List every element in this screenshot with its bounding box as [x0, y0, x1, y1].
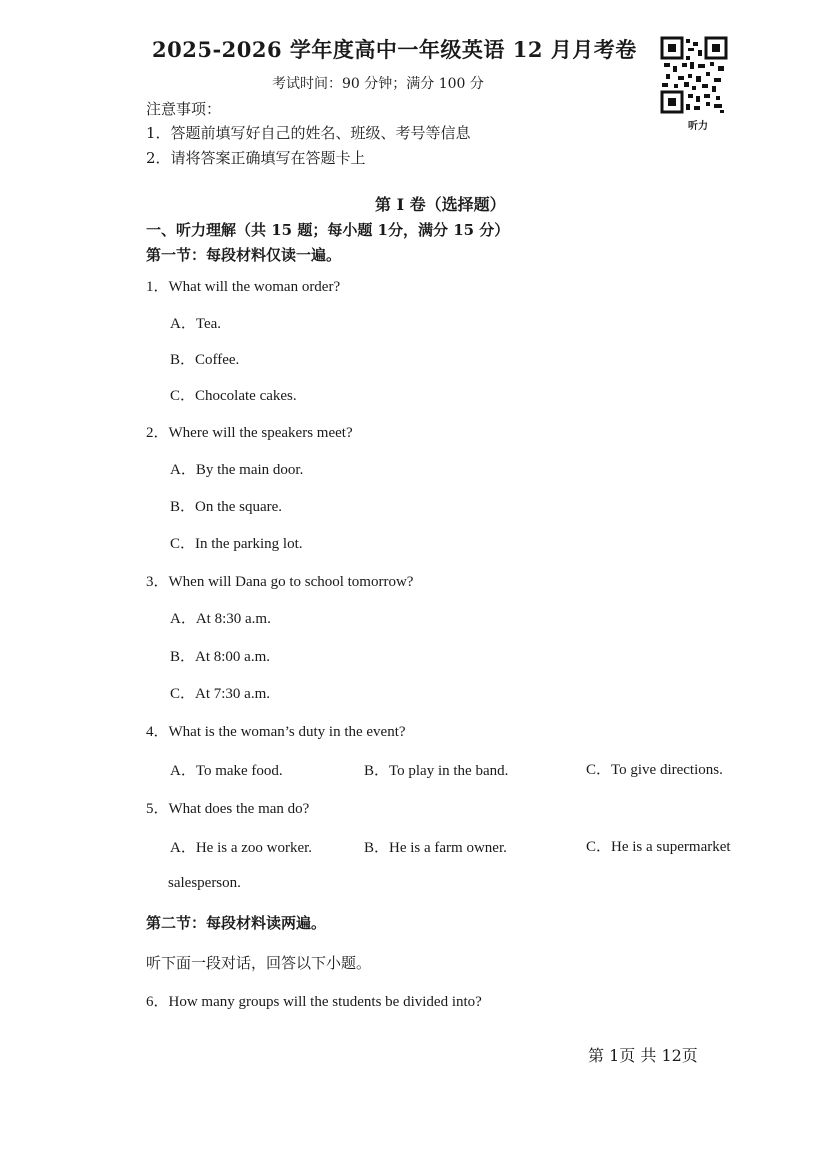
option-3b: B．At 8:00 a.m.	[170, 649, 270, 665]
question-number: 5．	[146, 801, 169, 817]
qr-code-icon	[660, 36, 728, 114]
question-4	[146, 720, 406, 741]
option-4a: A．To make food.	[170, 763, 283, 779]
option-1c: C．Chocolate cakes.	[170, 388, 297, 404]
question-2	[146, 421, 353, 442]
page-number: 第 1页 共 12页	[588, 1046, 698, 1065]
option-1b: B．Coffee.	[170, 352, 240, 368]
option-5c: C．He is a supermarket	[586, 839, 731, 855]
question-1	[146, 275, 340, 296]
option-5c-continuation: salesperson.	[168, 875, 241, 891]
option-5a: A．He is a zoo worker.	[170, 840, 313, 856]
question-number: 2．	[146, 425, 169, 441]
subsection-heading: 第二节：每段材料读两遍。	[146, 914, 327, 932]
question-5	[146, 797, 309, 818]
notes-heading: 注意事项：	[146, 100, 222, 118]
note-item: 2．请将答案正确填写在答题卡上	[146, 149, 366, 167]
question-number: 6．	[146, 994, 169, 1010]
option-4b: B．To play in the band.	[364, 763, 509, 779]
question-number: 3．	[146, 574, 169, 590]
option-4c: C．To give directions.	[586, 762, 723, 778]
qr-label: 听力	[688, 121, 708, 132]
option-3c: C．At 7:30 a.m.	[170, 686, 270, 702]
instruction-text: 听下面一段对话，回答以下小题。	[146, 954, 372, 972]
question-text: When will Dana go to school tomorrow?	[168, 574, 414, 590]
question-text: How many groups will the students be divided into?	[168, 994, 482, 1010]
question-3	[146, 570, 413, 591]
subsection-heading: 第一节：每段材料仅读一遍。	[146, 246, 342, 264]
question-number: 1．	[146, 279, 169, 295]
note-item: 1．答题前填写好自己的姓名、班级、考号等信息	[146, 124, 471, 142]
question-text: What is the woman’s duty in the event?	[168, 724, 406, 740]
option-5b: B．He is a farm owner.	[364, 840, 507, 856]
question-number: 4．	[146, 724, 169, 740]
option-2a: A．By the main door.	[170, 462, 304, 478]
question-6	[146, 990, 482, 1011]
option-3a: A．At 8:30 a.m.	[170, 611, 271, 627]
question-text: What will the woman order?	[168, 279, 341, 295]
option-1a: A．Tea.	[170, 316, 222, 332]
section-title: 第 I 卷（选择题）	[375, 195, 506, 214]
part-heading: 一、听力理解（共 15 题；每小题 1分，满分 15 分）	[146, 221, 510, 239]
exam-subtitle: 考试时间：90 分钟；满分 100 分	[272, 76, 484, 92]
question-text: What does the man do?	[168, 801, 310, 817]
option-2c: C．In the parking lot.	[170, 536, 303, 552]
option-2b: B．On the square.	[170, 499, 283, 515]
question-text: Where will the speakers meet?	[168, 425, 353, 441]
exam-title: 2025-2026 学年度高中一年级英语 12 月月考卷	[152, 37, 637, 62]
